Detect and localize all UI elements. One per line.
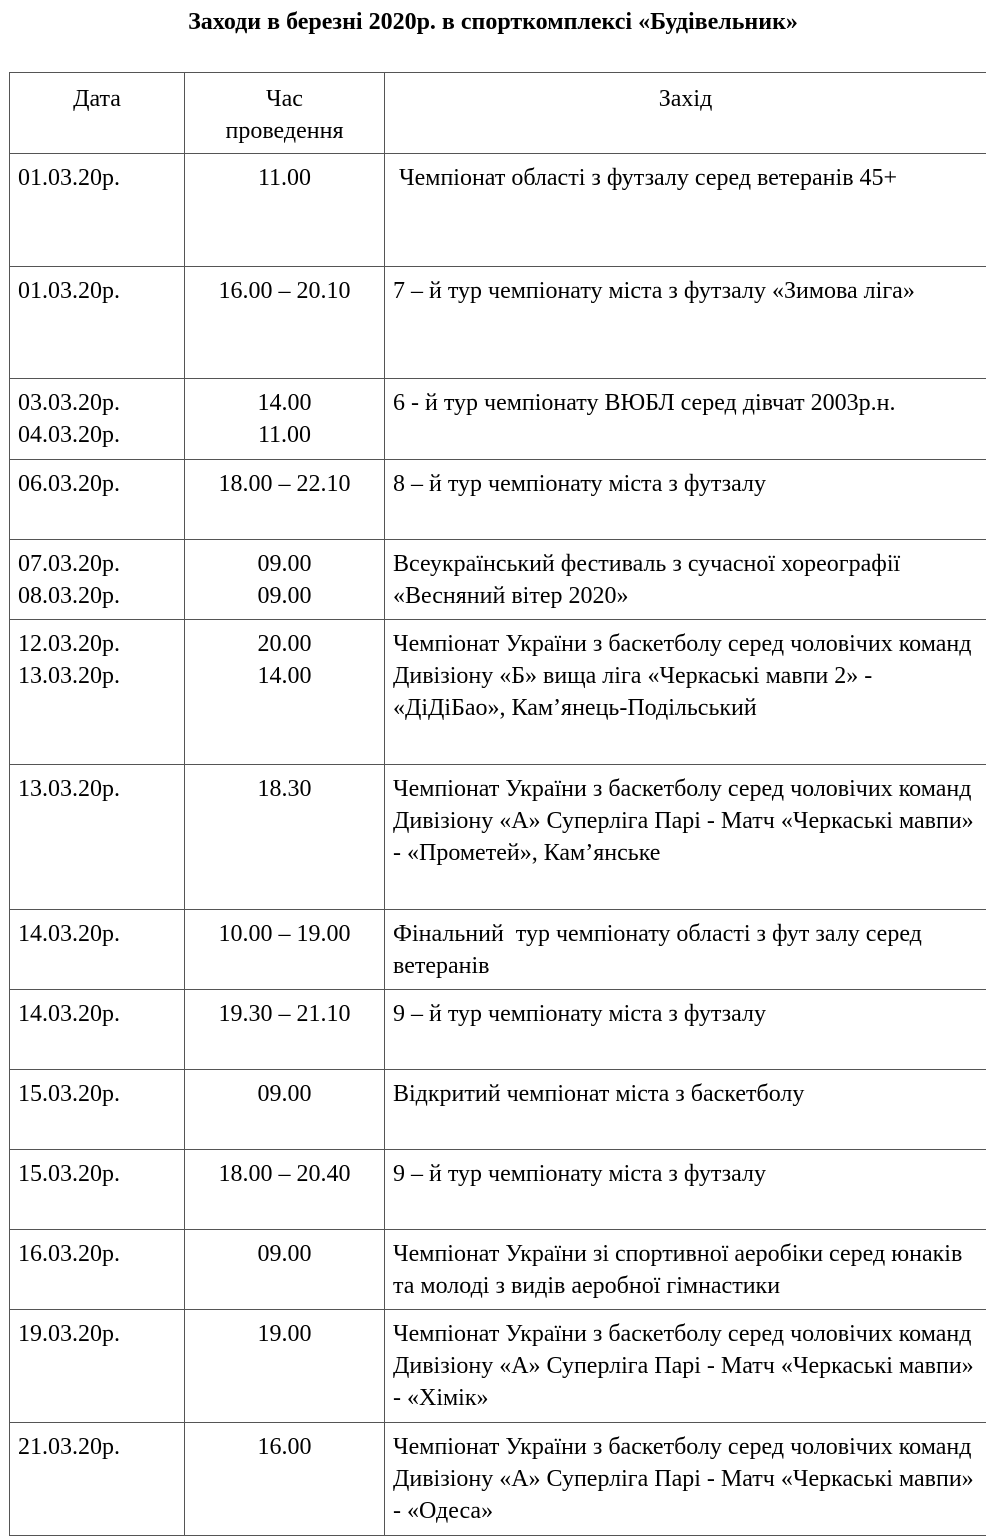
table-row bbox=[10, 765, 986, 910]
cell-event: 9 – й тур чемпіонату міста з футзалу bbox=[385, 990, 986, 1070]
date-value: 08.03.20р. bbox=[18, 583, 120, 609]
cell-date bbox=[10, 990, 185, 1070]
cell-time bbox=[185, 1423, 385, 1536]
cell-date bbox=[10, 765, 185, 910]
time-value: 11.00 bbox=[257, 422, 312, 448]
table-row bbox=[10, 1423, 986, 1536]
cell-event: 9 – й тур чемпіонату міста з футзалу bbox=[385, 1150, 986, 1230]
cell-time bbox=[185, 990, 385, 1070]
time-value: 10.00 – 19.00 bbox=[218, 921, 351, 947]
cell-event: Відкритий чемпіонат міста з баскетболу bbox=[385, 1070, 986, 1150]
table-row bbox=[10, 154, 986, 267]
time-value: 09.00 bbox=[257, 1081, 312, 1107]
cell-date bbox=[10, 460, 185, 540]
table-row bbox=[10, 620, 986, 765]
cell-event: Чемпіонат України зі спортивної аеробіки серед юнаків та молоді з видів аеробної гімнастики bbox=[385, 1230, 986, 1310]
cell-time bbox=[185, 620, 385, 765]
time-value: 18.00 – 20.40 bbox=[218, 1161, 351, 1187]
cell-date bbox=[10, 1150, 185, 1230]
date-value: 14.03.20р. bbox=[18, 921, 120, 947]
table-header-row bbox=[10, 73, 986, 154]
page-title: Заходи в березні 2020р. в спорткомплексі «Будівельник» bbox=[188, 9, 798, 35]
cell-date bbox=[10, 154, 185, 267]
header-time-line1: Час bbox=[266, 86, 303, 112]
table-row bbox=[10, 1310, 986, 1423]
date-value: 06.03.20р. bbox=[18, 471, 120, 497]
cell-date bbox=[10, 910, 185, 990]
table-row bbox=[10, 1070, 986, 1150]
table-row bbox=[10, 1150, 986, 1230]
date-value: 01.03.20р. bbox=[18, 278, 120, 304]
cell-time bbox=[185, 540, 385, 620]
cell-date bbox=[10, 1423, 185, 1536]
cell-event: Чемпіонат України з баскетболу серед чоловічих команд Дивізіону «А» Суперліга Парі - Матч «Черкаські мавпи» - «Прометей», Кам’янське bbox=[385, 765, 986, 910]
cell-date bbox=[10, 1070, 185, 1150]
cell-date bbox=[10, 540, 185, 620]
cell-date bbox=[10, 1230, 185, 1310]
time-value: 19.30 – 21.10 bbox=[218, 1001, 351, 1027]
cell-time bbox=[185, 154, 385, 267]
cell-event: 8 – й тур чемпіонату міста з футзалу bbox=[385, 460, 986, 540]
date-value: 01.03.20р. bbox=[18, 165, 120, 191]
date-value: 19.03.20р. bbox=[18, 1321, 120, 1347]
cell-date bbox=[10, 267, 185, 379]
cell-time bbox=[185, 910, 385, 990]
cell-time bbox=[185, 1070, 385, 1150]
time-value: 09.00 bbox=[257, 583, 312, 609]
cell-event: 7 – й тур чемпіонату міста з футзалу «Зимова ліга» bbox=[385, 267, 986, 379]
time-value: 14.00 bbox=[257, 390, 312, 416]
table-row bbox=[10, 267, 986, 379]
cell-time bbox=[185, 1310, 385, 1423]
date-value: 16.03.20р. bbox=[18, 1241, 120, 1267]
cell-event: Чемпіонат України з баскетболу серед чоловічих команд Дивізіону «А» Суперліга Парі - Матч «Черкаські мавпи» - «Хімік» bbox=[385, 1310, 986, 1423]
cell-event: Чемпіонат області з футзалу серед ветеранів 45+ bbox=[385, 154, 986, 267]
table-row bbox=[10, 990, 986, 1070]
cell-time bbox=[185, 379, 385, 460]
cell-event: Всеукраїнський фестиваль з сучасної хореографії «Весняний вітер 2020» bbox=[385, 540, 986, 620]
cell-event: 6 - й тур чемпіонату ВЮБЛ серед дівчат 2003р.н. bbox=[385, 379, 986, 460]
table-row bbox=[10, 460, 986, 540]
time-value: 14.00 bbox=[257, 663, 312, 689]
table-row bbox=[10, 540, 986, 620]
cell-event: Чемпіонат України з баскетболу серед чоловічих команд Дивізіону «Б» вища ліга «Черкаські мавпи 2» - «ДіДіБао», Кам’янець-Подільський bbox=[385, 620, 986, 765]
time-value: 18.00 – 22.10 bbox=[218, 471, 351, 497]
header-time bbox=[185, 73, 385, 154]
date-value: 13.03.20р. bbox=[18, 776, 120, 802]
date-value: 12.03.20р. bbox=[18, 631, 120, 657]
cell-time bbox=[185, 765, 385, 910]
time-value: 19.00 bbox=[257, 1321, 312, 1347]
date-value: 14.03.20р. bbox=[18, 1001, 120, 1027]
time-value: 16.00 – 20.10 bbox=[218, 278, 351, 304]
header-event: Захід bbox=[385, 73, 986, 154]
time-value: 16.00 bbox=[257, 1434, 312, 1460]
cell-event: Фінальний тур чемпіонату області з фут залу серед ветеранів bbox=[385, 910, 986, 990]
table-row bbox=[10, 910, 986, 990]
date-value: 04.03.20р. bbox=[18, 422, 120, 448]
cell-date bbox=[10, 1310, 185, 1423]
time-value: 11.00 bbox=[257, 165, 312, 191]
header-date: Дата bbox=[10, 73, 185, 154]
events-table bbox=[9, 72, 986, 1536]
cell-time bbox=[185, 1150, 385, 1230]
date-value: 21.03.20р. bbox=[18, 1434, 120, 1460]
cell-event: Чемпіонат України з баскетболу серед чоловічих команд Дивізіону «А» Суперліга Парі - Матч «Черкаські мавпи» - «Одеса» bbox=[385, 1423, 986, 1536]
time-value: 09.00 bbox=[257, 551, 312, 577]
date-value: 07.03.20р. bbox=[18, 551, 120, 577]
cell-date bbox=[10, 620, 185, 765]
time-value: 09.00 bbox=[257, 1241, 312, 1267]
time-value: 18.30 bbox=[257, 776, 312, 802]
date-value: 13.03.20р. bbox=[18, 663, 120, 689]
cell-time bbox=[185, 1230, 385, 1310]
cell-time bbox=[185, 460, 385, 540]
table-row bbox=[10, 379, 986, 460]
cell-time bbox=[185, 267, 385, 379]
cell-date bbox=[10, 379, 185, 460]
date-value: 15.03.20р. bbox=[18, 1081, 120, 1107]
time-value: 20.00 bbox=[257, 631, 312, 657]
table-row bbox=[10, 1230, 986, 1310]
date-value: 15.03.20р. bbox=[18, 1161, 120, 1187]
date-value: 03.03.20р. bbox=[18, 390, 120, 416]
header-time-line2: проведення bbox=[225, 118, 344, 144]
